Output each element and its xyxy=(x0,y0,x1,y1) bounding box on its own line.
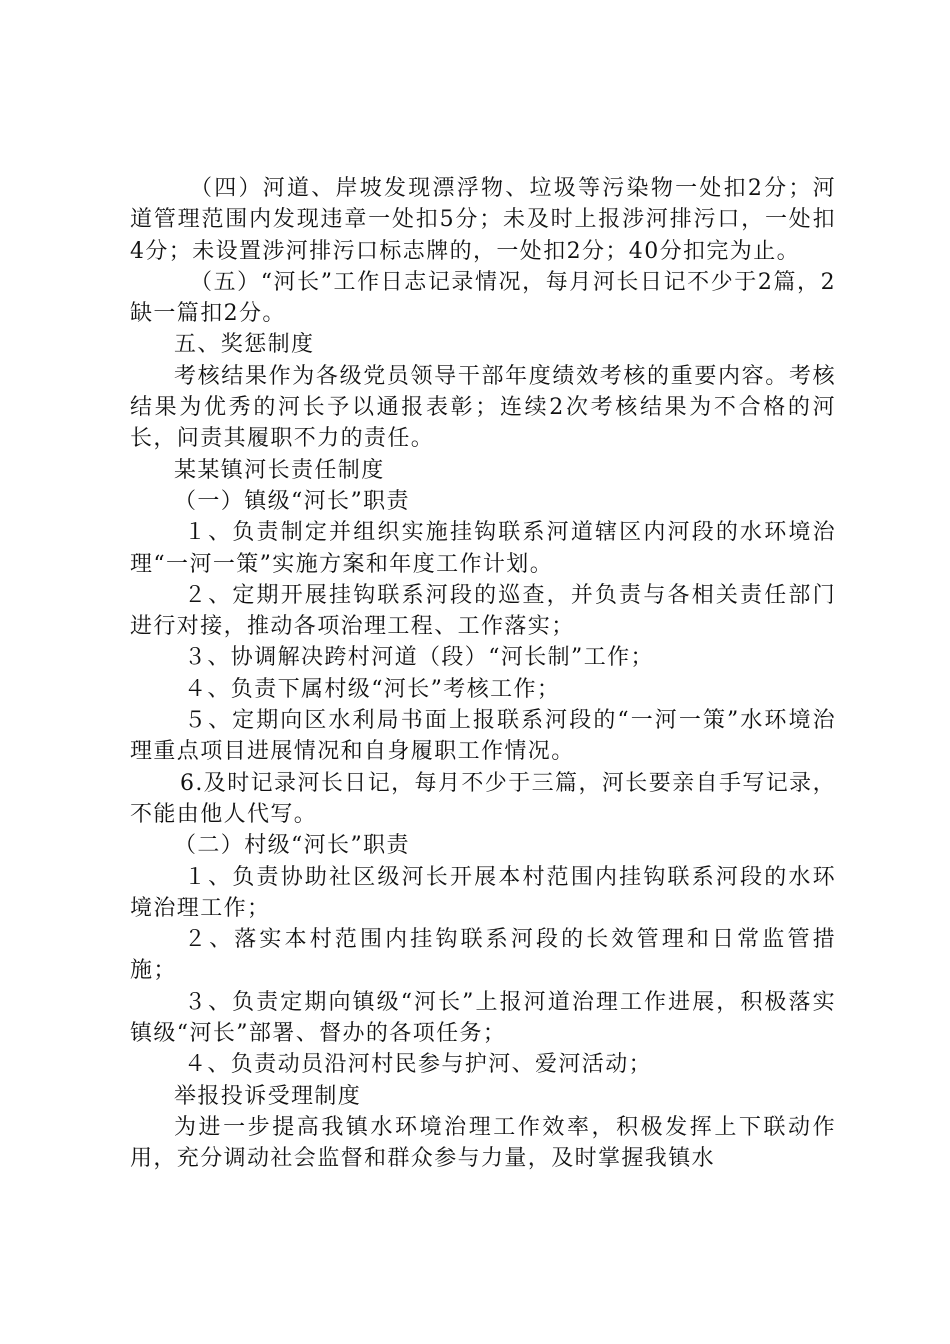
list-item-town-4: ４、负责下属村级“河长”考核工作； xyxy=(184,676,561,702)
paragraph-item-5-log: （五）“河长”工作日志记录情况，每月河长日记不少于2篇，2缺一篇扣2分。 xyxy=(130,269,836,327)
list-item-village-3: ３、负责定期向镇级“河长”上报河道治理工作进展，积极落实镇级“河长”部署、督办的各项任务； xyxy=(130,989,836,1047)
paragraph-rewards: 考核结果作为各级党员领导干部年度绩效考核的重要内容。考核结果为优秀的河长予以通报表彰；连续2次考核结果为不合格的河长，问责其履职不力的责任。 xyxy=(130,363,836,452)
list-item-village-4: ４、负责动员沿河村民参与护河、爱河活动； xyxy=(184,1052,653,1078)
list-item-town-5: ５、定期向区水利局书面上报联系河段的“一河一策”水环境治理重点项目进展情况和自身履职工作情况。 xyxy=(130,708,836,765)
list-item-village-1: １、负责协助社区级河长开展本村范围内挂钩联系河段的水环境治理工作； xyxy=(130,864,836,921)
list-item-town-1: １、负责制定并组织实施挂钩联系河道辖区内河段的水环境治理“一河一策”实施方案和年度工作计划。 xyxy=(130,520,836,577)
list-item-town-2: ２、定期开展挂钩联系河段的巡查，并负责与各相关责任部门进行对接，推动各项治理工程、工作落实； xyxy=(130,582,836,640)
list-item-town-6: 6.及时记录河长日记，每月不少于三篇，河长要亲自手写记录，不能由他人代写。 xyxy=(130,770,836,827)
section-heading-town-system: 某某镇河长责任制度 xyxy=(174,457,385,483)
paragraph-complaints-intro: 为进一步提高我镇水环境治理工作效率，积极发挥上下联动作用，充分调动社会监督和群众参与力量，及时掌握我镇水 xyxy=(130,1114,836,1172)
subheading-town-duties: （一）镇级“河长”职责 xyxy=(174,488,410,514)
section-heading-complaints: 举报投诉受理制度 xyxy=(174,1083,362,1109)
section-heading-rewards: 五、奖惩制度 xyxy=(174,332,315,358)
subheading-village-duties: （二）村级“河长”职责 xyxy=(174,833,410,859)
paragraph-item-4-penalty: （四）河道、岸坡发现漂浮物、垃圾等污染物一处扣2分；河道管理范围内发现违章一处扣5分；未及时上报涉河排污口，一处扣4分；未设置涉河排污口标志牌的，一处扣2分；40分扣完为止。 xyxy=(130,176,836,264)
list-item-town-3: ３、协调解决跨村河道（段）“河长制”工作； xyxy=(184,645,654,671)
list-item-village-2: ２、落实本村范围内挂钩联系河段的长效管理和日常监管措施； xyxy=(130,927,836,984)
document-body xyxy=(130,173,836,1175)
